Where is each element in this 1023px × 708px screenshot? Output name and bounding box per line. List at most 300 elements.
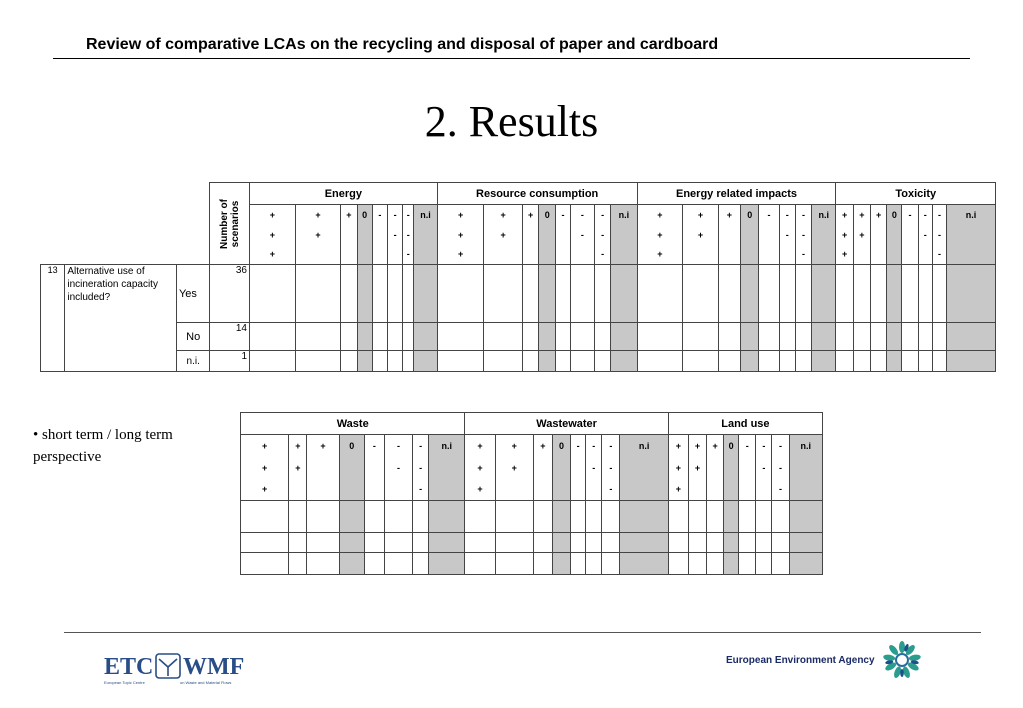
scale-cell: +: [637, 225, 683, 245]
number-of-scenarios-header: Number of scenarios: [210, 183, 250, 265]
scale-cell: +: [836, 225, 853, 245]
scale-cell: [724, 479, 739, 501]
tally-cell: [339, 553, 364, 575]
scale-cell: 0: [724, 435, 739, 457]
scale-cell: [741, 225, 759, 245]
scale-cell: -: [772, 479, 789, 501]
scale-cell: +: [241, 457, 289, 479]
tally-cell: [932, 265, 946, 323]
answer-no: No: [176, 323, 209, 351]
scale-cell: -: [571, 435, 586, 457]
tally-cell: [437, 351, 484, 372]
tally-cell: [853, 351, 870, 372]
tally-cell: [289, 533, 307, 553]
scale-cell: +: [853, 225, 870, 245]
tally-cell: [357, 265, 372, 323]
tally-cell: [668, 533, 688, 553]
scale-cell: [707, 479, 724, 501]
tally-cell: [688, 501, 706, 533]
count-yes: 36: [210, 265, 250, 323]
tally-cell: [241, 501, 289, 533]
scale-cell: +: [307, 435, 339, 457]
scale-cell: 0: [357, 205, 372, 225]
tally-cell: [495, 533, 533, 553]
scale-cell: -: [932, 225, 946, 245]
tally-cell: [570, 351, 594, 372]
tally-cell: [250, 351, 296, 372]
scale-cell: +: [707, 435, 724, 457]
svg-text:ETC: ETC: [104, 654, 154, 680]
tally-cell: [688, 553, 706, 575]
tally-cell: [533, 553, 552, 575]
tally-cell: [779, 351, 795, 372]
scale-cell: -: [759, 205, 779, 225]
scale-cell: [495, 479, 533, 501]
scale-cell: [620, 457, 668, 479]
tally-cell: [556, 265, 570, 323]
tally-cell: [357, 323, 372, 351]
tally-cell: [789, 501, 822, 533]
tally-cell: [522, 351, 538, 372]
scale-cell: -: [779, 225, 795, 245]
tally-cell: [250, 265, 296, 323]
scale-cell: n.i: [414, 205, 437, 225]
scale-cell: 0: [887, 205, 902, 225]
tally-cell: [364, 501, 384, 533]
scale-cell: [539, 245, 556, 265]
scale-cell: +: [250, 225, 296, 245]
tally-cell: [947, 323, 996, 351]
tally-cell: [571, 501, 586, 533]
tally-cell: [812, 323, 836, 351]
tally-cell: [403, 265, 414, 323]
tally-cell: [289, 501, 307, 533]
tally-cell: [250, 323, 296, 351]
scale-cell: [887, 225, 902, 245]
tally-cell: [533, 533, 552, 553]
scale-cell: [688, 479, 706, 501]
scale-cell: +: [437, 225, 484, 245]
scale-cell: [683, 245, 719, 265]
tally-cell: [902, 351, 918, 372]
scale-cell: -: [602, 479, 620, 501]
tally-cell: [372, 351, 387, 372]
scale-cell: [552, 479, 570, 501]
scale-cell: -: [756, 435, 772, 457]
tally-cell: [795, 265, 811, 323]
tally-cell: [341, 351, 357, 372]
scale-cell: [384, 479, 412, 501]
tally-cell: [918, 265, 932, 323]
scale-cell: +: [668, 435, 688, 457]
scale-cell: -: [902, 205, 918, 225]
scale-cell: +: [668, 479, 688, 501]
tally-cell: [611, 265, 637, 323]
group-land-use: Land use: [668, 413, 822, 435]
scale-cell: [556, 245, 570, 265]
scale-cell: -: [364, 435, 384, 457]
tally-cell: [556, 323, 570, 351]
scale-cell: -: [795, 225, 811, 245]
slide-title: 2. Results: [424, 97, 599, 146]
scale-cell: n.i: [611, 205, 637, 225]
tally-cell: [779, 323, 795, 351]
scale-cell: -: [594, 245, 610, 265]
scale-cell: [372, 225, 387, 245]
tally-cell: [307, 501, 339, 533]
scale-cell: +: [683, 225, 719, 245]
svg-text:WMF: WMF: [183, 654, 245, 680]
tally-cell: [413, 501, 429, 533]
scale-cell: n.i: [947, 205, 996, 225]
scale-cell: [429, 479, 465, 501]
tally-cell: [718, 265, 740, 323]
scale-cell: [620, 479, 668, 501]
tally-cell: [594, 323, 610, 351]
tally-cell: [437, 265, 484, 323]
tally-cell: [668, 553, 688, 575]
tally-cell: [902, 265, 918, 323]
etc-wmf-logo: [104, 650, 245, 691]
scale-cell: [339, 457, 364, 479]
tally-cell: [902, 323, 918, 351]
tally-cell: [637, 351, 683, 372]
tally-cell: [887, 265, 902, 323]
svg-text:on Waste and Material Flows: on Waste and Material Flows: [180, 680, 232, 685]
scale-cell: [789, 457, 822, 479]
tally-cell: [372, 323, 387, 351]
tally-cell: [307, 533, 339, 553]
tally-cell: [571, 553, 586, 575]
tally-cell: [429, 501, 465, 533]
scale-cell: [539, 225, 556, 245]
tally-cell: [718, 351, 740, 372]
eea-logo-icon: [880, 640, 924, 685]
tally-cell: [339, 501, 364, 533]
scale-cell: [586, 479, 602, 501]
scale-cell: +: [836, 245, 853, 265]
tally-cell: [429, 533, 465, 553]
eea-label: European Environment Agency: [726, 655, 875, 666]
tally-cell: [495, 553, 533, 575]
tally-cell: [683, 323, 719, 351]
tally-cell: [429, 553, 465, 575]
scale-cell: -: [387, 225, 402, 245]
tally-cell: [683, 351, 719, 372]
scale-cell: +: [289, 435, 307, 457]
scale-cell: -: [403, 225, 414, 245]
tally-cell: [552, 533, 570, 553]
tally-cell: [295, 265, 341, 323]
tally-cell: [772, 501, 789, 533]
scale-cell: +: [484, 225, 523, 245]
tally-cell: [853, 323, 870, 351]
tally-cell: [414, 351, 437, 372]
scale-cell: [570, 245, 594, 265]
tally-cell: [759, 351, 779, 372]
scale-cell: -: [932, 205, 946, 225]
scale-cell: [887, 245, 902, 265]
scale-cell: -: [918, 225, 932, 245]
scale-cell: +: [637, 245, 683, 265]
scale-cell: -: [413, 457, 429, 479]
scale-cell: +: [870, 205, 886, 225]
scale-cell: -: [387, 205, 402, 225]
scale-cell: [870, 225, 886, 245]
scale-cell: [947, 245, 996, 265]
perspective-note: • short term / long term perspective: [33, 427, 173, 465]
results-table-continued: [240, 412, 823, 575]
scale-cell: +: [289, 457, 307, 479]
tally-cell: [739, 533, 756, 553]
scale-cell: [870, 245, 886, 265]
scale-cell: [522, 225, 538, 245]
scale-cell: +: [437, 205, 484, 225]
tally-cell: [741, 323, 759, 351]
tally-cell: [484, 323, 523, 351]
tally-cell: [289, 553, 307, 575]
tally-cell: [870, 265, 886, 323]
tally-cell: [339, 533, 364, 553]
scale-cell: [357, 225, 372, 245]
scale-cell: -: [602, 457, 620, 479]
scale-cell: -: [772, 457, 789, 479]
tally-cell: [241, 553, 289, 575]
scale-cell: [918, 245, 932, 265]
scale-cell: [789, 479, 822, 501]
group-energy: Energy: [250, 183, 438, 205]
tally-cell: [586, 501, 602, 533]
tally-cell: [789, 553, 822, 575]
tally-cell: [522, 265, 538, 323]
tally-cell: [586, 553, 602, 575]
tally-cell: [756, 553, 772, 575]
scale-cell: [372, 245, 387, 265]
scale-cell: +: [437, 245, 484, 265]
tally-cell: [384, 533, 412, 553]
tally-cell: [739, 501, 756, 533]
tally-cell: [357, 351, 372, 372]
tally-cell: [437, 323, 484, 351]
group-toxicity: Toxicity: [836, 183, 996, 205]
tally-cell: [739, 553, 756, 575]
scale-cell: [902, 225, 918, 245]
tally-cell: [602, 553, 620, 575]
scale-cell: [812, 225, 836, 245]
tally-cell: [707, 533, 724, 553]
tally-cell: [522, 323, 538, 351]
scale-cell: n.i: [429, 435, 465, 457]
scale-cell: [295, 245, 341, 265]
tally-cell: [384, 553, 412, 575]
row-question: Alternative use of incineration capacity included?: [65, 265, 177, 372]
scale-cell: +: [688, 457, 706, 479]
tally-cell: [947, 351, 996, 372]
scale-cell: +: [465, 479, 495, 501]
tally-cell: [241, 533, 289, 553]
tally-cell: [465, 533, 495, 553]
tally-cell: [779, 265, 795, 323]
scale-cell: [307, 457, 339, 479]
scale-cell: -: [403, 205, 414, 225]
scale-cell: 0: [339, 435, 364, 457]
scale-cell: [341, 245, 357, 265]
tally-cell: [594, 351, 610, 372]
scale-cell: +: [495, 457, 533, 479]
scale-cell: +: [295, 205, 341, 225]
svg-text:European Topic Centre: European Topic Centre: [104, 680, 145, 685]
scale-cell: +: [241, 479, 289, 501]
scale-cell: [341, 225, 357, 245]
scale-cell: +: [250, 205, 296, 225]
tally-cell: [870, 351, 886, 372]
tally-cell: [403, 323, 414, 351]
tally-cell: [341, 265, 357, 323]
tally-cell: [620, 553, 668, 575]
scale-cell: +: [533, 435, 552, 457]
tally-cell: [724, 553, 739, 575]
tally-cell: [403, 351, 414, 372]
scale-cell: [718, 245, 740, 265]
scale-cell: -: [594, 205, 610, 225]
tally-cell: [620, 501, 668, 533]
tally-cell: [586, 533, 602, 553]
tally-cell: [741, 265, 759, 323]
scale-cell: [853, 245, 870, 265]
tally-cell: [918, 351, 932, 372]
scale-cell: [522, 245, 538, 265]
scale-cell: +: [250, 245, 296, 265]
scale-cell: [756, 479, 772, 501]
scale-cell: +: [718, 205, 740, 225]
tally-cell: [414, 323, 437, 351]
group-energy-related-impacts: Energy related impacts: [637, 183, 836, 205]
scale-cell: 0: [741, 205, 759, 225]
tally-cell: [413, 533, 429, 553]
tally-cell: [620, 533, 668, 553]
tally-cell: [637, 265, 683, 323]
scale-cell: +: [522, 205, 538, 225]
tally-cell: [594, 265, 610, 323]
scale-cell: 0: [552, 435, 570, 457]
scale-cell: -: [739, 435, 756, 457]
tally-cell: [495, 501, 533, 533]
tally-cell: [484, 351, 523, 372]
tally-cell: [570, 323, 594, 351]
scale-cell: -: [384, 457, 412, 479]
scale-cell: [739, 457, 756, 479]
scale-cell: +: [241, 435, 289, 457]
scale-cell: [812, 245, 836, 265]
tally-cell: [387, 323, 402, 351]
scale-cell: [556, 225, 570, 245]
scale-cell: [364, 457, 384, 479]
scale-cell: [414, 225, 437, 245]
tally-cell: [611, 323, 637, 351]
group-waste: Waste: [241, 413, 465, 435]
tally-cell: [465, 501, 495, 533]
scale-cell: +: [295, 225, 341, 245]
tally-cell: [772, 533, 789, 553]
scale-cell: -: [384, 435, 412, 457]
scale-cell: [533, 457, 552, 479]
scale-cell: n.i: [620, 435, 668, 457]
tally-cell: [539, 351, 556, 372]
scale-cell: +: [465, 457, 495, 479]
scale-cell: [571, 457, 586, 479]
tally-cell: [795, 351, 811, 372]
scale-cell: [307, 479, 339, 501]
scale-cell: [387, 245, 402, 265]
tally-cell: [947, 265, 996, 323]
header-divider: [53, 58, 970, 59]
tally-cell: [387, 351, 402, 372]
scale-cell: n.i: [812, 205, 836, 225]
group-resource-consumption: Resource consumption: [437, 183, 637, 205]
scale-cell: [429, 457, 465, 479]
scale-cell: +: [836, 205, 853, 225]
tally-cell: [552, 501, 570, 533]
tally-cell: [759, 323, 779, 351]
scale-cell: [739, 479, 756, 501]
scale-cell: [779, 245, 795, 265]
scale-cell: -: [756, 457, 772, 479]
tally-cell: [295, 323, 341, 351]
tally-cell: [718, 323, 740, 351]
tally-cell: [533, 501, 552, 533]
tally-cell: [756, 501, 772, 533]
tally-cell: [307, 553, 339, 575]
scale-cell: -: [772, 435, 789, 457]
scale-cell: +: [637, 205, 683, 225]
scale-cell: 0: [539, 205, 556, 225]
tally-cell: [724, 533, 739, 553]
scale-cell: [289, 479, 307, 501]
tally-cell: [384, 501, 412, 533]
tally-cell: [759, 265, 779, 323]
scale-cell: -: [413, 435, 429, 457]
tally-cell: [853, 265, 870, 323]
tally-cell: [887, 323, 902, 351]
scale-cell: [724, 457, 739, 479]
tally-cell: [741, 351, 759, 372]
scale-cell: -: [602, 435, 620, 457]
tally-cell: [812, 351, 836, 372]
scale-cell: [571, 479, 586, 501]
scale-cell: [759, 225, 779, 245]
scale-cell: [533, 479, 552, 501]
tally-cell: [683, 265, 719, 323]
scale-cell: [364, 479, 384, 501]
scale-cell: +: [484, 205, 523, 225]
scale-cell: -: [403, 245, 414, 265]
tally-cell: [836, 351, 853, 372]
tally-cell: [756, 533, 772, 553]
scale-cell: [611, 245, 637, 265]
scale-cell: -: [586, 435, 602, 457]
tally-cell: [918, 323, 932, 351]
scale-cell: +: [668, 457, 688, 479]
scale-cell: -: [779, 205, 795, 225]
scale-cell: [552, 457, 570, 479]
scale-cell: -: [586, 457, 602, 479]
tally-cell: [602, 501, 620, 533]
scale-cell: +: [341, 205, 357, 225]
scale-cell: [718, 225, 740, 245]
footer-divider: [64, 632, 981, 633]
scale-cell: -: [795, 245, 811, 265]
tally-cell: [836, 265, 853, 323]
